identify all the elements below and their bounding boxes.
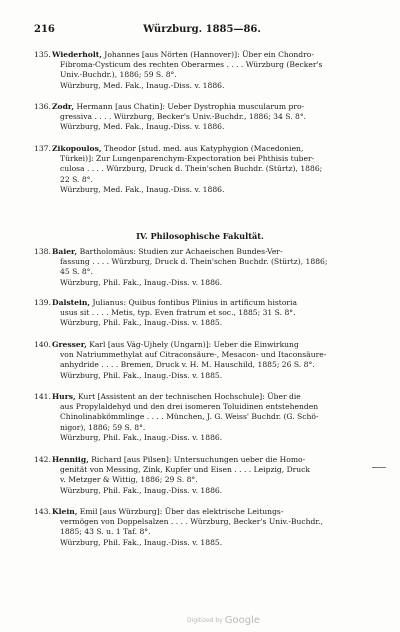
margin-mark xyxy=(372,467,386,468)
entry-author: Gresser, xyxy=(52,340,87,349)
entry-number: 143. xyxy=(34,507,51,516)
entry-number: 141. xyxy=(34,392,51,401)
entry-text: Türkei)]: Zur Lungenparenchym-Expectoration bei Phthisis tuber- xyxy=(60,154,315,164)
entry-number: 136. xyxy=(34,102,51,111)
entry-text: 1885; 43 S. u. 1 Taf. 8°. xyxy=(60,527,151,537)
entry-text: Johannes [aus Nörten (Hannover)]: Über ein Chondro- xyxy=(104,50,314,59)
entry-text: aus Propylaldehyd und den drei isomeren Toluidinen entstehenden xyxy=(60,402,319,412)
entry-author: Dalstein, xyxy=(52,298,91,307)
entry-text: culosa . . . . Würzburg, Druck d. Thein'schen Buchdr. (Stürtz), 1886; xyxy=(60,164,323,174)
entry-text: Fibroma-Cysticum des rechten Oberarmes . . . . Würzburg (Becker's xyxy=(60,60,323,70)
dissertation-note: Würzburg, Med. Fak., Inaug.-Diss. v. 1886. xyxy=(60,122,225,132)
entry-text: fassung . . . . Würzburg, Druck d. Thein'schen Buchdr. (Stürtz), 1886; xyxy=(60,257,328,267)
bibliography-entry xyxy=(34,50,370,91)
entry-number: 140. xyxy=(34,340,51,349)
dissertation-note: Würzburg, Med. Fak., Inaug.-Diss. v. 1886. xyxy=(60,80,225,90)
entry-text: vermögen von Doppelsalzen . . . . Würzburg, Becker's Univ.-Buchdr., xyxy=(60,517,324,527)
entry-text: nigor), 1886; 59 S. 8°. xyxy=(60,422,146,432)
google-logo: Google xyxy=(224,615,260,626)
entry-number: 138. xyxy=(34,247,51,256)
entry-text: genität von Messing, Zink, Kupfer und Eisen . . . . Leipzig, Druck xyxy=(60,465,311,475)
entry-author: Henniig, xyxy=(52,455,89,464)
bibliography-entry xyxy=(34,102,370,133)
entry-number: 137. xyxy=(34,144,51,153)
dissertation-note: Würzburg, Phil. Fak., Inaug.-Diss. v. 1885. xyxy=(60,537,223,547)
bibliography-entry xyxy=(34,340,370,381)
entry-number: 139. xyxy=(34,298,51,307)
entry-text: von Natriummethylat auf Citraconsäure-, Mesacon- und Itaconsäure- xyxy=(60,350,327,360)
bibliography-entry xyxy=(34,392,370,443)
entry-text: gressiva . . . . Würzburg, Becker's Univ.-Buchdr., 1886; 34 S. 8°. xyxy=(60,112,307,122)
entry-author: Baier, xyxy=(52,247,78,256)
entry-text: 22 S. 8°. xyxy=(60,174,93,184)
dissertation-note: Würzburg, Phil. Fak., Inaug.-Diss. v. 1886. xyxy=(60,432,223,442)
entry-author: Zodr, xyxy=(52,102,75,111)
watermark-prefix: Digitized by xyxy=(187,616,223,624)
dissertation-note: Würzburg, Phil. Fak., Inaug.-Diss. v. 1886. xyxy=(60,485,223,495)
page-number: 216 xyxy=(34,24,55,35)
entry-text: Bartholomäus: Studien zur Achaeischen Bundes-Ver- xyxy=(79,247,283,256)
bibliography-entry xyxy=(34,247,370,288)
dissertation-note: Würzburg, Phil. Fak., Inaug.-Diss. v. 1885. xyxy=(60,370,223,380)
bibliography-entry xyxy=(34,298,370,329)
entry-text: Kurt [Assistent an der technischen Hochschule]: Über die xyxy=(78,392,301,401)
bibliography-entry xyxy=(34,507,370,548)
entry-text: Chinolinabkömmlinge . . . . München, J. G. Weiss' Buchdr. (G. Schö- xyxy=(60,412,319,422)
entry-text: Richard [aus Pilsen]: Untersuchungen ueber die Homo- xyxy=(91,455,306,464)
entry-number: 135. xyxy=(34,50,51,59)
section-heading: IV. Philosophische Fakultät. xyxy=(136,231,264,241)
entry-author: Hurs, xyxy=(52,392,76,401)
digitization-watermark xyxy=(187,615,260,626)
entry-text: 45 S. 8°. xyxy=(60,267,93,277)
page-title: Würzburg. 1885—86. xyxy=(143,24,261,35)
entry-text: Karl [aus Vág-Ujhely (Ungarn)]: Ueber die Einwirkung xyxy=(89,340,299,349)
entry-text: Julianus: Quibus fontibus Plinius in artificum historia xyxy=(92,298,297,307)
entry-number: 142. xyxy=(34,455,51,464)
dissertation-note: Würzburg, Phil. Fak., Inaug.-Diss. v. 1885. xyxy=(60,318,223,328)
entry-text: Hermann [aus Chatin]: Ueber Dystrophia muscularum pro- xyxy=(76,102,305,111)
entry-text: Univ.-Buchdr.), 1886; 59 S. 8°. xyxy=(60,70,177,80)
entry-text: Emil [aus Würzburg]: Über das elektrische Leitungs- xyxy=(79,507,284,516)
bibliography-entry xyxy=(34,144,370,195)
entry-author: Klein, xyxy=(52,507,78,516)
dissertation-note: Würzburg, Phil. Fak., Inaug.-Diss. v. 1886. xyxy=(60,277,223,287)
entry-text: usus sit . . . . Metis, typ. Even fratrum et soc., 1885; 31 S. 8°. xyxy=(60,308,296,318)
entry-text: Theodor [stud. med. aus Katyphygion (Macedonien, xyxy=(103,144,304,153)
entry-author: Wiederholt, xyxy=(52,50,102,59)
running-head xyxy=(34,24,370,38)
entry-text: v. Metzger & Wittig, 1886; 29 S. 8°. xyxy=(60,475,198,485)
entry-author: Zikopoulos, xyxy=(52,144,102,153)
bibliography-entry xyxy=(34,455,370,496)
dissertation-note: Würzburg, Med. Fak., Inaug.-Diss. v. 1886. xyxy=(60,184,225,194)
entry-text: anhydride . . . . Bremen, Druck v. H. M. Hauschild, 1885; 26 S. 8°. xyxy=(60,360,315,370)
